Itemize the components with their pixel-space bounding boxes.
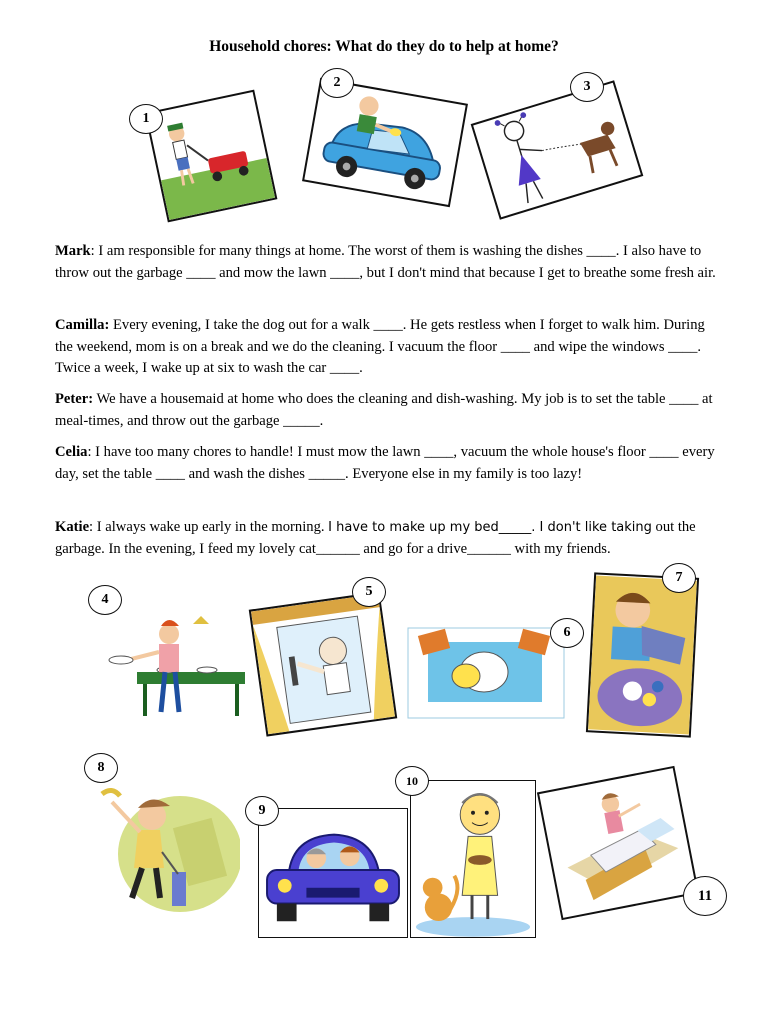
speaker-name: Camilla: (55, 317, 110, 333)
speaker-name: Mark (55, 243, 91, 259)
vacuum-icon (90, 772, 240, 920)
picture-2 (302, 78, 468, 207)
picture-7 (586, 572, 699, 737)
picture-6 (402, 622, 570, 724)
paragraph-mark: Mark: I am responsible for many things at home. The worst of them is washing the dishes ____. I also have to throw out the garbage ____ and mow the lawn ____, but I don't mind that because I get to breathe some fresh air. (55, 243, 716, 281)
paragraph-text: Every evening, I take the dog out for a walk ____. He gets restless when I forget to walk him. During the weekend, mom is on a break and we do the cleaning. I vacuum the floor ____ and wipe the windows ____. Twice a week, I wake up at six to wash the car ____. (55, 317, 705, 376)
dog-icon (473, 83, 641, 217)
picture-number-6: 6 (550, 618, 584, 648)
speaker-name: Peter: (55, 391, 94, 407)
bed-icon (539, 768, 697, 918)
paragraph-text: I have too many chores to handle! I must mow the lawn ____, vacuum the whole house's floor ____ every day, set the table ____ and wash the dishes _____. Everyone else in my family is too lazy! (55, 444, 715, 482)
paragraph-text: I am responsible for many things at home. The worst of them is washing the dishes ____. I also have to throw out the garbage ____ and mow the lawn ____, but I don't mind that because I get to breathe some fresh air. (55, 243, 716, 281)
picture-10 (410, 780, 536, 938)
picture-3 (471, 80, 644, 219)
picture-5 (249, 591, 398, 736)
window-icon (251, 594, 395, 735)
picture-number-10: 10 (395, 766, 429, 796)
paragraph-text: out the garbage. In the evening, I feed my lovely cat______ and go for a drive______ with my friends. (55, 519, 696, 557)
picture-8 (90, 772, 240, 920)
speaker-name: Katie (55, 519, 90, 535)
picture-number-8: 8 (84, 753, 118, 783)
paragraph-text: We have a housemaid at home who does the cleaning and dish-washing. My job is to set the table ____ at meal-times, and throw out the garbage _____. (55, 391, 713, 429)
picture-number-2: 2 (320, 68, 354, 98)
picture-number-3: 3 (570, 72, 604, 102)
car-icon (304, 80, 465, 205)
picture-number-11: 11 (683, 876, 727, 916)
paragraph-katie: Katie: I always wake up early in the morning. I have to make up my bed_____. I don't like taking out the garbage. In the evening, I feed my lovely cat______ and go for a drive______ with my friends. (55, 519, 696, 557)
picture-number-9: 9 (245, 796, 279, 826)
picture-number-5: 5 (352, 577, 386, 607)
dish-icon (402, 622, 570, 724)
picture-4 (97, 612, 247, 724)
paragraph-text: I always wake up early in the morning. (93, 519, 329, 535)
paragraph-celia: Celia: I have too many chores to handle! I must mow the lawn ____, vacuum the whole house's floor ____ every day, set the table ____ and wash the dishes _____. Everyone else in my family is too lazy! (55, 444, 715, 482)
picture-11 (537, 766, 699, 920)
page-title: Household chores: What do they do to help at home? (209, 38, 559, 55)
paragraph-camilla (55, 315, 725, 380)
picture-number-4: 4 (88, 585, 122, 615)
car-icon (259, 809, 407, 937)
garbage-icon (588, 574, 697, 735)
picture-9 (258, 808, 408, 938)
picture-1 (145, 90, 278, 223)
paragraph-text-handwritten: I have to make up my bed_____. I don't like taking (328, 520, 652, 535)
paragraph-peter (55, 389, 725, 432)
table-icon (97, 612, 247, 724)
speaker-name: Celia (55, 444, 88, 460)
lawnmower-icon (147, 92, 275, 220)
cat-icon (411, 781, 535, 937)
picture-number-1: 1 (129, 104, 163, 134)
picture-number-7: 7 (662, 563, 696, 593)
